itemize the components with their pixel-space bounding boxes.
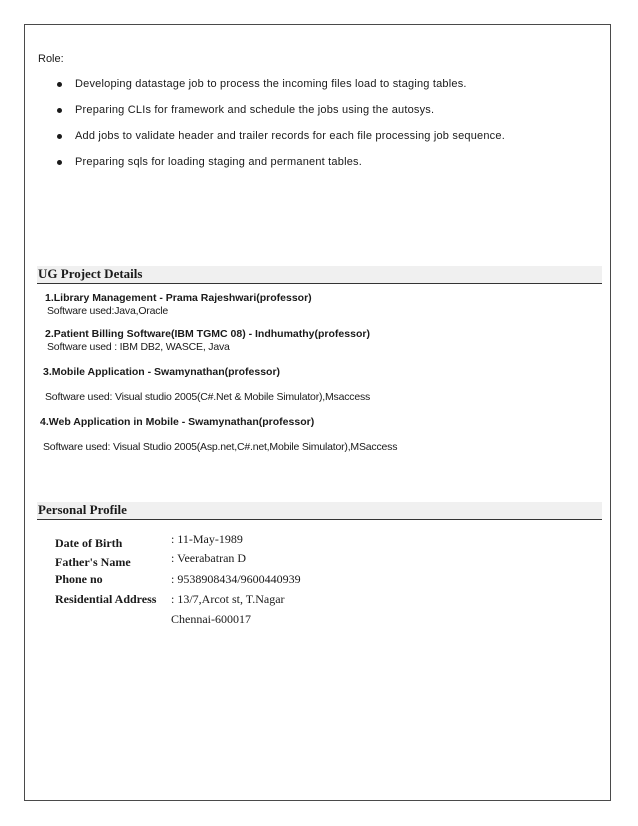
project-software: Software used: Visual studio 2005(C#.Net & Mobile Simulator),Msaccess	[45, 391, 371, 403]
project-title: 3.Mobile Application - Swamynathan(professor)	[43, 366, 281, 378]
address-line2: Chennai-600017	[171, 612, 251, 626]
father-name-label: Father's Name	[55, 555, 131, 569]
list-item: Preparing CLIs for framework and schedule the jobs using the autosys.	[55, 104, 505, 130]
address-label: Residential Address	[55, 592, 157, 606]
phone-value: : 9538908434/9600440939	[171, 572, 301, 586]
list-item: Developing datastage job to process the incoming files load to staging tables.	[55, 78, 505, 104]
father-name-value: : Veerabatran D	[171, 551, 247, 565]
resume-page	[24, 24, 611, 801]
list-item: Add jobs to validate header and trailer records for each file processing job sequence.	[55, 130, 505, 156]
dob-label: Date of Birth	[55, 536, 123, 550]
bullet-icon	[57, 160, 62, 165]
list-item: Preparing sqls for loading staging and permanent tables.	[55, 156, 505, 182]
ug-project-heading: UG Project Details	[37, 266, 602, 284]
project-software: Software used:Java,Oracle	[47, 305, 169, 317]
bullet-icon	[57, 82, 62, 87]
project-software: Software used: Visual Studio 2005(Asp.net,C#.net,Mobile Simulator),MSaccess	[43, 441, 398, 453]
role-list	[55, 78, 505, 182]
personal-profile-heading: Personal Profile	[37, 502, 602, 520]
bullet-icon	[57, 108, 62, 113]
role-label: Role:	[38, 53, 64, 65]
address-value: : 13/7,Arcot st, T.Nagar	[171, 592, 285, 606]
dob-value: : 11-May-1989	[171, 532, 243, 546]
project-title: 1.Library Management - Prama Rajeshwari(professor)	[45, 292, 312, 304]
bullet-icon	[57, 134, 62, 139]
project-title: 2.Patient Billing Software(IBM TGMC 08) - Indhumathy(professor)	[45, 328, 370, 340]
project-title: 4.Web Application in Mobile - Swamynathan(professor)	[40, 416, 315, 428]
phone-label: Phone no	[55, 572, 103, 586]
project-software: Software used : IBM DB2, WASCE, Java	[47, 341, 230, 353]
